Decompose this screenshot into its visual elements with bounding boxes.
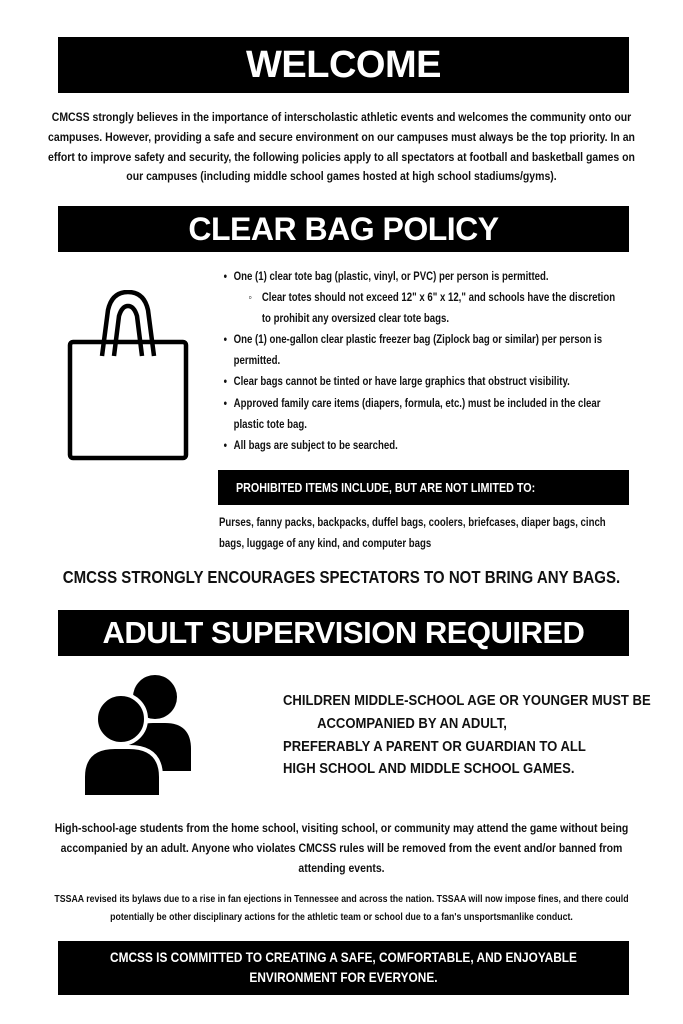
- children-line: PREFERABLY A PARENT OR GUARDIAN TO ALL: [283, 737, 586, 755]
- policy-item: • Clear bags cannot be tinted or have large graphics that obstruct visibility.: [222, 371, 620, 392]
- policy-item: • All bags are subject to be searched.: [222, 435, 620, 456]
- children-line: HIGH SCHOOL AND MIDDLE SCHOOL GAMES.: [283, 760, 575, 778]
- policy-item: • One (1) one-gallon clear plastic freezer bag (Ziplock bag or similar) per person is permitted.: [222, 329, 620, 371]
- tssaa-paragraph: TSSAA revised its bylaws due to a rise in fan ejections in Tennessee and across the nation. TSSAA will now impose fines, and there could potentially be other disciplinary actions for the athletic team or school due to a fan's unsportsmanlike conduct.: [54, 894, 629, 923]
- children-line: ACCOMPANIED BY AN ADULT,: [317, 714, 507, 732]
- footer-banner: [58, 941, 629, 995]
- prohibited-heading-text: PROHIBITED ITEMS INCLUDE, BUT ARE NOT LIMITED TO:: [236, 480, 536, 495]
- supervision-title: ADULT SUPERVISION REQUIRED: [102, 615, 585, 650]
- people-icon: [83, 673, 195, 799]
- clear-bag-list: [222, 266, 620, 456]
- encourage-no-bags: CMCSS STRONGLY ENCOURAGES SPECTATORS TO NOT BRING ANY BAGS.: [62, 567, 621, 587]
- welcome-heading: [58, 37, 629, 93]
- footer-line: ENVIRONMENT FOR EVERYONE.: [249, 970, 438, 985]
- high-school-paragraph: High-school-age students from the home school, visiting school, or community may attend the game without being accompanied by an adult. Anyone who violates CMCSS rules will be removed from the event and/or banned from attending events.: [54, 821, 629, 875]
- prohibited-items-text: Purses, fanny packs, backpacks, duffel bags, coolers, briefcases, diaper bags, cinch bags, luggage of any kind, and computer bags: [219, 516, 606, 551]
- footer-line: CMCSS IS COMMITTED TO CREATING A SAFE, COMFORTABLE, AND ENJOYABLE: [110, 950, 577, 965]
- supervision-heading: [58, 610, 629, 656]
- prohibited-heading: [218, 470, 629, 505]
- tote-bag-icon: [62, 290, 194, 462]
- policy-item: • One (1) clear tote bag (plastic, vinyl, or PVC) per person is permitted.: [222, 266, 620, 287]
- policy-subitem: ◦ Clear totes should not exceed 12" x 6" x 12," and schools have the discretion to prohibit any oversized clear tote bags.: [222, 287, 620, 329]
- children-line: CHILDREN MIDDLE-SCHOOL AGE OR YOUNGER MUST BE: [283, 692, 651, 709]
- clear-bag-title: CLEAR BAG POLICY: [188, 210, 499, 247]
- clear-bag-heading: [58, 206, 629, 252]
- policy-item: • Approved family care items (diapers, formula, etc.) must be included in the clear plastic tote bag.: [222, 393, 620, 435]
- children-supervision-text: [283, 690, 651, 781]
- welcome-title: WELCOME: [246, 43, 441, 86]
- welcome-paragraph: CMCSS strongly believes in the importance of interscholastic athletic events and welcomes the community onto our campuses. However, providing a safe and secure environment on our campuses must always be the top priority. In an effort to improve safety and security, the following policies apply to all spectators at football and basketball games on our campuses (including middle school games hosted at high school stadiums/gyms).: [48, 110, 635, 184]
